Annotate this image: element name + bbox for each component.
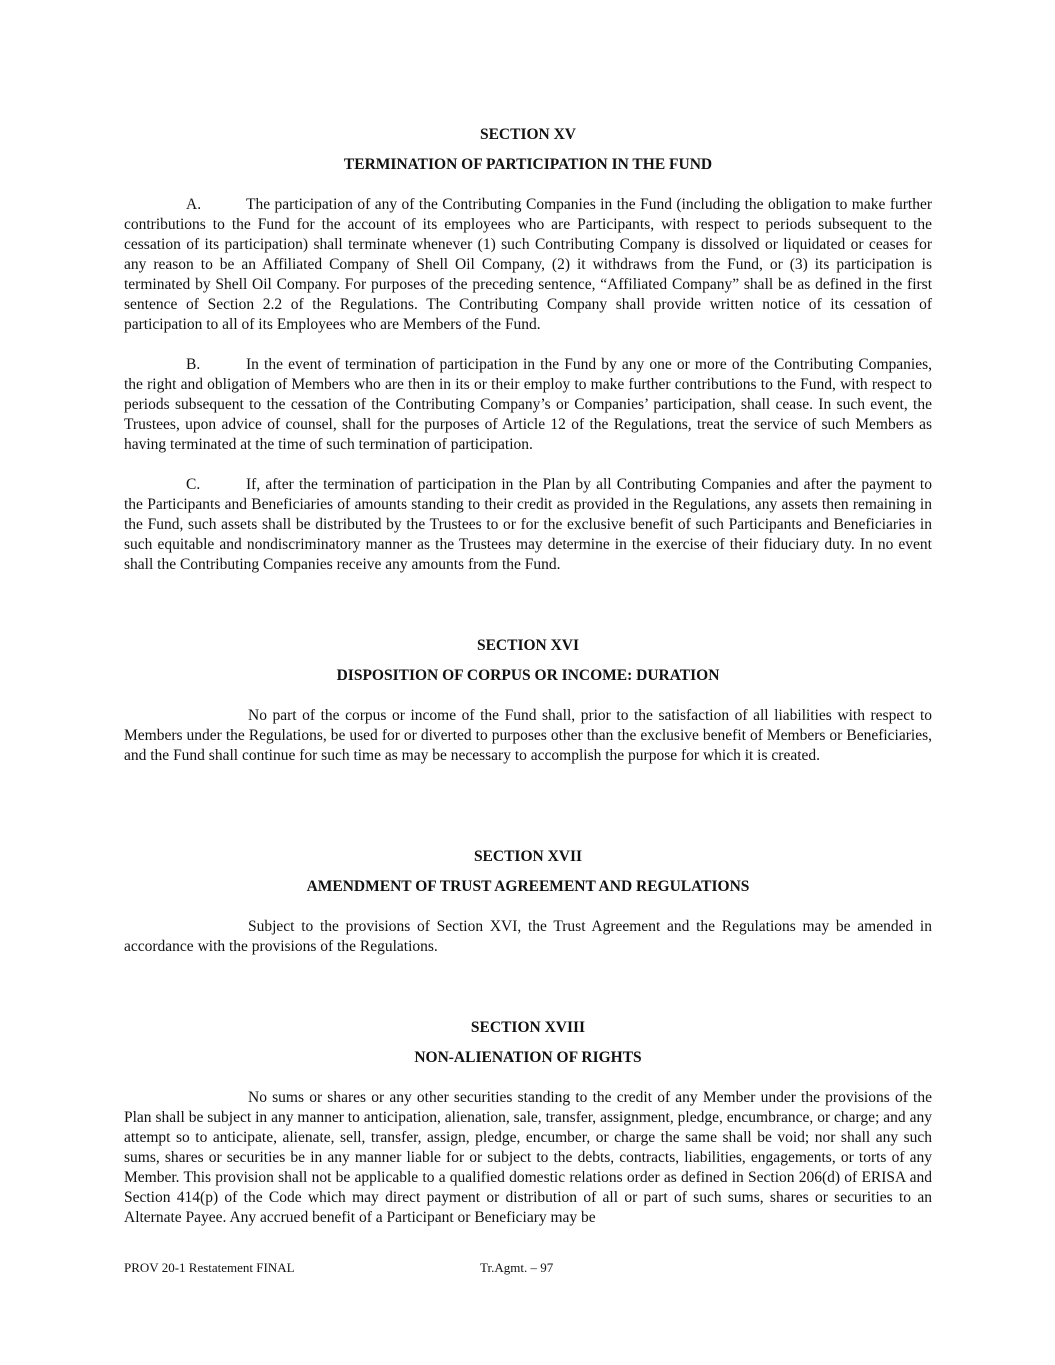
section-xvi-title: DISPOSITION OF CORPUS OR INCOME: DURATION (336, 667, 720, 684)
section-xviii-title: NON-ALIENATION OF RIGHTS (414, 1049, 642, 1066)
section-xv-paragraph-c (124, 475, 932, 575)
footer-page-number: Tr.Agmt. – 97 (480, 1260, 554, 1275)
footer-document-id: PROV 20-1 Restatement FINAL (124, 1260, 295, 1275)
section-xvi-paragraph (124, 706, 932, 766)
paragraph-text: Subject to the provisions of Section XVI, the Trust Agreement and the Regulations may be amended in accordance with the provisions of the Regulations. (124, 918, 932, 955)
paragraph-text: No part of the corpus or income of the Fund shall, prior to the satisfaction of all liabilities with respect to Members under the Regulations, be used for or diverted to purposes other than the exclusive benefit of Members or Beneficiaries, and the Fund shall continue for such time as may be necessary to accomplish the purpose for which it is created. (124, 707, 932, 764)
paragraph-text: In the event of termination of participation in the Fund by any one or more of the Contributing Companies, the right and obligation of Members who are then in its or their employ to make further contributions to the Fund, with respect to periods subsequent to the cessation of the Contributing Company’s or Companies’ participation, shall cease. In such event, the Trustees, upon advice of counsel, shall for the purposes of Article 12 of the Regulations, treat the service of such Members as having terminated at the time of such termination of participation. (124, 356, 932, 453)
paragraph-label: A. (186, 196, 202, 213)
section-xvii-paragraph (124, 917, 932, 957)
section-xv-heading: SECTION XV (479, 126, 577, 143)
document-page (124, 0, 932, 1365)
section-xvi-heading: SECTION XVI (476, 637, 580, 654)
section-xv-paragraph-a (124, 195, 932, 335)
section-xvii-heading: SECTION XVII (473, 848, 583, 865)
section-xviii-heading: SECTION XVIII (470, 1019, 586, 1036)
paragraph-label: B. (186, 356, 201, 373)
paragraph-text: The participation of any of the Contributing Companies in the Fund (including the obligation to make further contributions to the Fund for the account of its employees who are Participants, with respect to periods subsequent to the cessation of its participation) shall terminate whenever (1) such Contributing Company is dissolved or liquidated or ceases for any reason to be an Affiliated Company of Shell Oil Company, (2) it withdraws from the Fund, or (3) its participation is terminated by Shell Oil Company. For purposes of the preceding sentence, “Affiliated Company” shall be as defined in the first sentence of Section 2.2 of the Regulations. The Contributing Company shall provide written notice of its cessation of participation to all of its Employees who are Members of the Fund. (124, 196, 932, 333)
paragraph-label: C. (186, 476, 201, 493)
section-xvii-title: AMENDMENT OF TRUST AGREEMENT AND REGULATIONS (306, 878, 750, 895)
section-xv-paragraph-b (124, 355, 932, 455)
section-xviii-paragraph (124, 1088, 932, 1228)
section-xv-title: TERMINATION OF PARTICIPATION IN THE FUND (343, 156, 713, 173)
paragraph-text: If, after the termination of participation in the Plan by all Contributing Companies and after the payment to the Participants and Beneficiaries of amounts standing to their credit as provided in the Regulations, any assets then remaining in the Fund, such assets shall be distributed by the Trustees to or for the exclusive benefit of such Participants and Beneficiaries in such equitable and nondiscriminatory manner as the Trustees may determine in the exercise of their fiduciary duty. In no event shall the Contributing Companies receive any amounts from the Fund. (124, 476, 932, 573)
paragraph-text: No sums or shares or any other securities standing to the credit of any Member under the provisions of the Plan shall be subject in any manner to anticipation, alienation, sale, transfer, assignment, pledge, encumbrance, or charge; and any attempt so to anticipate, alienate, sell, transfer, assign, pledge, encumber, or charge the same shall be void; nor shall any such sums, shares or securities be in any manner liable for or subject to the debts, contracts, liabilities, engagements, or torts of any Member. This provision shall not be applicable to a qualified domestic relations order as defined in Section 206(d) of ERISA and Section 414(p) of the Code which may direct payment or distribution of all or part of such sums, shares or securities to an Alternate Payee. Any accrued benefit of a Participant or Beneficiary may be (124, 1089, 932, 1226)
